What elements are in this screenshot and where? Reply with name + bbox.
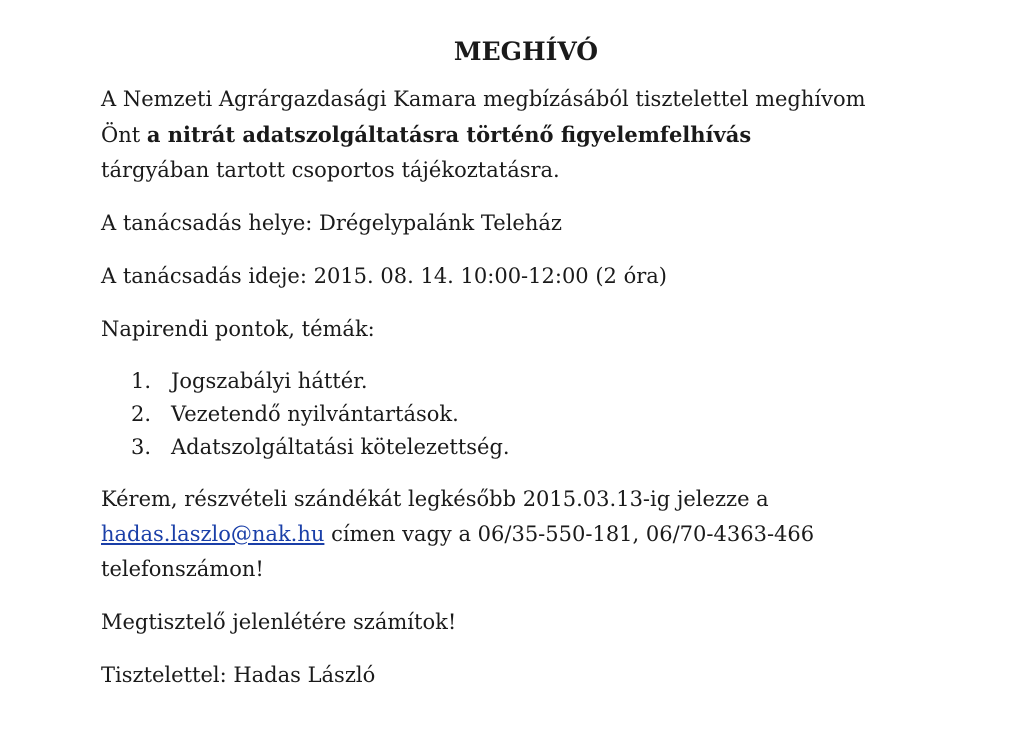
list-item-number: 3. [131,435,152,459]
invitation-document [101,30,981,711]
list-item-number: 2. [131,402,152,426]
rsvp-line-3: telefonszámon! [101,557,264,581]
list-item-number: 1. [131,369,152,393]
rsvp-line-1: Kérem, részvételi szándékát legkésőbb 2015.03.13-ig jelezze a [101,487,769,511]
rsvp-line-2 [101,517,981,552]
intro-paragraph [101,82,981,188]
agenda-heading: Napirendi pontok, témák: [101,317,375,341]
email-link[interactable]: hadas.laszlo@nak.hu [101,522,325,546]
intro-line-2 [101,117,981,153]
list-item [131,431,981,464]
intro-line-2-prefix: Önt [101,123,147,147]
intro-line-3: tárgyában tartott csoportos tájékoztatásra. [101,158,560,182]
list-item-text: Jogszabályi háttér. [171,369,368,393]
list-item-text: Vezetendő nyilvántartások. [171,402,459,426]
rsvp-line-2-suffix: címen vagy a 06/35-550-181, 06/70-4363-466 [324,522,815,546]
list-item [131,365,981,398]
rsvp-paragraph [101,482,981,587]
time-line: A tanácsadás ideje: 2015. 08. 14. 10:00-12:00 (2 óra) [101,264,667,288]
signature-line: Tisztelettel: Hadas László [101,663,376,687]
closing-line: Megtisztelő jelenlétére számítok! [101,610,457,634]
intro-subject-bold: a nitrát adatszolgáltatásra történő figyelemfelhívás [146,122,752,147]
document-title: MEGHÍVÓ [453,37,599,66]
list-item [131,398,981,431]
intro-line-1: A Nemzeti Agrárgazdasági Kamara megbízásából tisztelettel meghívom [101,87,866,111]
list-item-text: Adatszolgáltatási kötelezettség. [171,435,510,459]
location-line: A tanácsadás helye: Drégelypalánk Teleház [101,211,562,235]
agenda-list [101,365,981,464]
